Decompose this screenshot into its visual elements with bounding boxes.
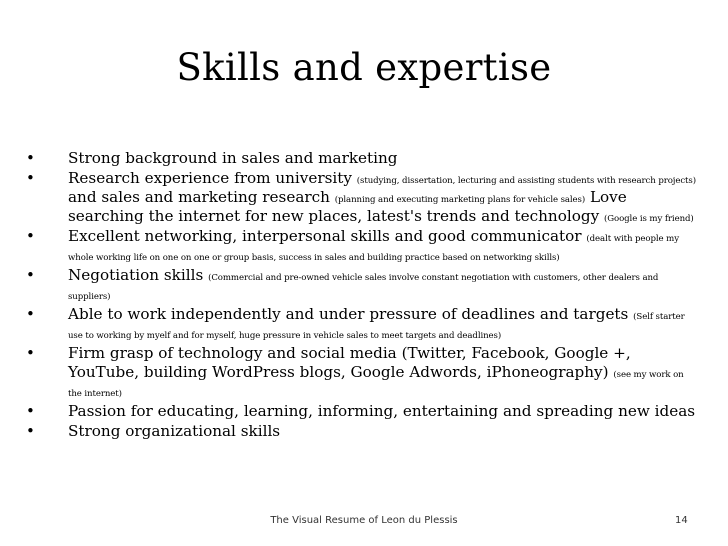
bullet-icon: • xyxy=(26,169,35,187)
bullet-note: (Commercial and pre-owned vehicle sales involve constant negotiation with customers, other dealers and suppliers) xyxy=(68,273,659,302)
footer-text: The Visual Resume of Leon du Plessis xyxy=(270,515,458,526)
list-item xyxy=(26,422,698,441)
bullet-icon: • xyxy=(26,344,35,362)
list-item xyxy=(26,149,698,168)
bullet-note: (planning and executing marketing plans for vehicle sales) xyxy=(334,195,586,205)
bullet-icon: • xyxy=(26,227,35,245)
list-item xyxy=(26,305,698,343)
bullet-text: Strong background in sales and marketing xyxy=(68,149,398,167)
bullet-text: Love searching the internet for new places, latest's trends and technology xyxy=(68,188,627,225)
bullet-note: (see my work on the internet) xyxy=(68,370,684,399)
bullet-text: Research experience from university xyxy=(68,169,352,187)
list-item xyxy=(26,266,698,304)
bullet-text: Passion for educating, learning, informing, entertaining and spreading new ideas xyxy=(68,402,696,420)
bullet-text: Negotiation skills xyxy=(68,266,204,284)
slide-title: Skills and expertise xyxy=(176,46,552,89)
bullet-note: (studying, dissertation, lecturing and assisting students with research projects) xyxy=(356,176,696,186)
list-item xyxy=(26,169,698,226)
bullet-list xyxy=(26,149,698,442)
bullet-text: Strong organizational skills xyxy=(68,422,281,440)
list-item xyxy=(26,402,698,421)
page-number: 14 xyxy=(675,515,688,526)
bullet-text: Excellent networking, interpersonal skills and good communicator xyxy=(68,227,582,245)
bullet-icon: • xyxy=(26,305,35,323)
bullet-text: Able to work independently and under pressure of deadlines and targets xyxy=(68,305,629,323)
bullet-icon: • xyxy=(26,422,35,440)
bullet-note: (Self starter use to working by myelf and for myself, huge pressure in vehicle sales to meet targets and deadlines) xyxy=(68,312,685,341)
slide-footer xyxy=(0,515,728,531)
bullet-text: Firm grasp of technology and social media (Twitter, Facebook, Google +, YouTube, building WordPress blogs, Google Adwords, iPhoneography) xyxy=(68,344,631,381)
bullet-note: (Google is my friend) xyxy=(603,214,694,224)
bullet-icon: • xyxy=(26,149,35,167)
bullet-icon: • xyxy=(26,266,35,284)
bullet-text: and sales and marketing research xyxy=(68,188,330,206)
list-item xyxy=(26,344,698,401)
list-item xyxy=(26,227,698,265)
bullet-note: (dealt with people my whole working life on one on one or group basis, success in sales and building practice based on networking skills) xyxy=(68,234,679,263)
bullet-icon: • xyxy=(26,402,35,420)
